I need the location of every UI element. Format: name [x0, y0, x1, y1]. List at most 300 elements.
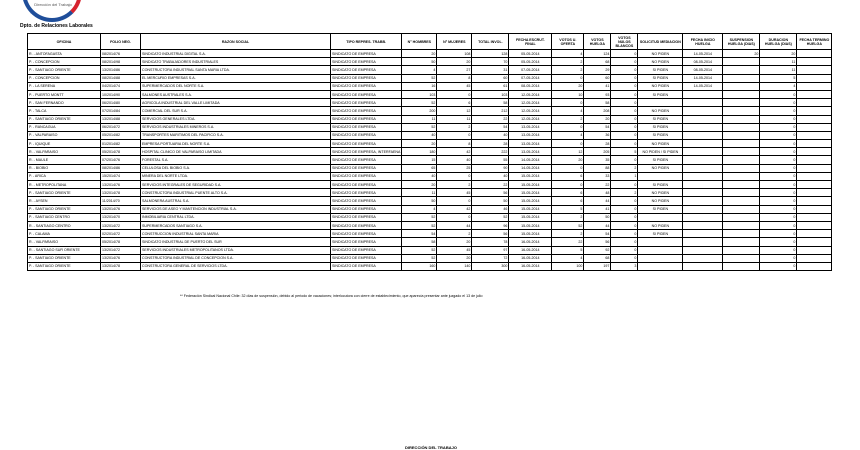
table-cell: 50	[472, 197, 509, 205]
table-cell: 16-05-2014	[509, 238, 552, 246]
footnote: ** Federación Sindical Nacional Chile: 32 días de suspensión, debido al periodo de vacaciones; interlocutora con cierre de establecimiento, que aparecía presentar ante juzgado el 13 de julio	[180, 294, 483, 298]
table-cell: 50	[402, 58, 437, 66]
table-cell: HOSPITAL CLINICO DE VALPARAISO LIMITADA	[141, 148, 331, 156]
table-cell: 20	[552, 156, 584, 164]
table-cell: 13/2014/76	[101, 205, 141, 213]
table-cell: CELULOSA DEL BIOBIO S.A.	[141, 164, 331, 172]
table-cell: SINDICATO DE EMPRESA	[331, 221, 402, 229]
table-cell: 0	[611, 107, 638, 115]
table-cell: 0	[760, 246, 797, 254]
table-cell: 20	[552, 82, 584, 90]
table-cell: 92	[584, 246, 611, 254]
column-header: OFICINA	[28, 34, 101, 50]
table-cell: 2	[552, 213, 584, 221]
table-cell: NO PIDEN / SI PIDEN	[638, 148, 683, 156]
table-cell: 0	[760, 164, 797, 172]
table-cell: SINDICATO DE EMPRESA	[331, 238, 402, 246]
table-cell: 13-05-2014	[509, 148, 552, 156]
table-cell	[723, 74, 760, 82]
table-cell	[723, 156, 760, 164]
table-cell: NO PIDEN	[638, 58, 683, 66]
table-cell: 11	[760, 66, 797, 74]
table-cell: P. - SANTIAGO ORIENTE	[28, 189, 101, 197]
table-cell	[638, 213, 683, 221]
table-cell	[683, 90, 723, 98]
table-cell: 4	[760, 82, 797, 90]
table-cell: P. - RANCAGUA	[28, 123, 101, 131]
table-cell: 103	[472, 90, 509, 98]
table-cell: 15-05-2014	[509, 172, 552, 180]
table-cell: 4	[552, 107, 584, 115]
table-cell: SINDICATO INDUSTRIAL DIGITAL S.A.	[141, 50, 331, 58]
table-cell: P. - VALPARAISO	[28, 131, 101, 139]
table-cell: 78	[472, 238, 509, 246]
table-cell: 16-05-2014	[509, 262, 552, 270]
table-cell: 12-05-2014	[509, 107, 552, 115]
table-cell: 0	[552, 140, 584, 148]
table-cell: 45	[437, 189, 472, 197]
table-cell: 12	[437, 107, 472, 115]
table-cell: P. - LA SERENA	[28, 82, 101, 90]
table-cell: 96	[472, 221, 509, 229]
table-cell: 15/2014/74	[101, 172, 141, 180]
table-cell: 0	[760, 115, 797, 123]
table-cell: 0	[760, 140, 797, 148]
table-cell: R. - MAULE	[28, 156, 101, 164]
table-cell	[723, 123, 760, 131]
column-header: VOTOS NULOS BLANCOS	[611, 34, 638, 50]
table-cell: SINDICATO DE EMPRESA	[331, 140, 402, 148]
table-cell: SINDICATO DE EMPRESA	[331, 107, 402, 115]
table-cell	[797, 148, 832, 156]
table-cell: 0	[760, 230, 797, 238]
table-cell: P. - IQUIQUE	[28, 140, 101, 148]
table-cell: NO PIDEN	[638, 82, 683, 90]
table-cell: 15-05-2014	[509, 221, 552, 229]
table-cell: 20	[402, 181, 437, 189]
table-cell	[723, 164, 760, 172]
table-cell: SUPERMERCADOS DEL NORTE S.A.	[141, 82, 331, 90]
table-cell	[797, 58, 832, 66]
table-cell: 0	[611, 230, 638, 238]
table-cell: R. - SANTIAGO CENTRO	[28, 221, 101, 229]
table-cell: 11	[760, 58, 797, 66]
table-cell	[723, 181, 760, 189]
table-row	[28, 254, 832, 262]
table-cell: 54	[472, 123, 509, 131]
table-cell: 20	[402, 50, 437, 58]
table-cell	[683, 164, 723, 172]
table-row	[28, 262, 832, 270]
table-cell: 45	[437, 246, 472, 254]
table-cell: 2	[552, 58, 584, 66]
table-cell: 103	[402, 90, 437, 98]
table-cell: 0	[611, 66, 638, 74]
table-cell: 54	[584, 230, 611, 238]
table-cell: SI PIDEN	[638, 90, 683, 98]
table-cell: 3	[611, 262, 638, 270]
table-cell: 0	[760, 90, 797, 98]
table-cell: 44	[584, 221, 611, 229]
table-cell: SI PIDEN	[638, 181, 683, 189]
table-cell	[683, 181, 723, 189]
table-cell	[797, 131, 832, 139]
table-cell: 20	[437, 254, 472, 262]
table-cell: SI PIDEN	[638, 230, 683, 238]
table-row	[28, 189, 832, 197]
table-cell: 0	[437, 213, 472, 221]
table-cell: 29	[584, 66, 611, 74]
table-cell	[683, 238, 723, 246]
table-cell: 60	[472, 74, 509, 82]
table-cell: 15-05-2014	[509, 181, 552, 189]
table-cell: 0	[760, 221, 797, 229]
table-cell: 0	[437, 131, 472, 139]
table-cell: 0	[552, 164, 584, 172]
table-cell: 208	[584, 107, 611, 115]
table-cell: 0	[611, 50, 638, 58]
table-cell: P. - SAN FERNANDO	[28, 99, 101, 107]
table-cell: 0	[760, 123, 797, 131]
table-cell	[797, 262, 832, 270]
table-cell: 20	[437, 238, 472, 246]
table-cell: 52	[402, 221, 437, 229]
table-cell: 56	[472, 230, 509, 238]
table-cell: 01/2014/82	[101, 140, 141, 148]
table-row	[28, 156, 832, 164]
table-cell: 52	[402, 99, 437, 107]
table-cell: 5	[552, 246, 584, 254]
table-cell: 40	[402, 172, 437, 180]
table-cell: 68	[584, 58, 611, 66]
table-cell	[797, 189, 832, 197]
table-cell: SERVICIOS INDUSTRIALES METROPOLITANOS LTDA.	[141, 246, 331, 254]
table-cell: 10	[552, 90, 584, 98]
table-cell	[797, 66, 832, 74]
table-cell: 6	[437, 99, 472, 107]
table-cell	[723, 148, 760, 156]
table-cell: 0	[611, 82, 638, 90]
table-cell: 0	[760, 107, 797, 115]
table-cell: 0	[552, 123, 584, 131]
table-cell: 22	[584, 181, 611, 189]
table-cell	[683, 115, 723, 123]
table-cell: 15	[402, 156, 437, 164]
table-cell	[723, 99, 760, 107]
table-cell	[797, 238, 832, 246]
column-header: DURACION HUELGA (DIAS)	[760, 34, 797, 50]
table-cell: 07-05-2014	[509, 66, 552, 74]
table-cell: 0	[552, 181, 584, 189]
table-cell: SERVICIOS INTEGRALES DE SEGURIDAD S.A.	[141, 181, 331, 189]
table-cell: 13/2014/72	[101, 221, 141, 229]
table-cell: SI PIDEN	[638, 131, 683, 139]
table-cell	[723, 58, 760, 66]
column-header: FECHA INICIO HUELGA	[683, 34, 723, 50]
table-cell: 16	[402, 82, 437, 90]
table-cell: NO PIDEN	[638, 189, 683, 197]
table-cell: SI PIDEN	[638, 66, 683, 74]
table-cell	[797, 172, 832, 180]
table-cell: 4	[552, 50, 584, 58]
table-cell: 52	[472, 213, 509, 221]
table-cell: 222	[472, 148, 509, 156]
table-cell: 07/2014/76	[101, 156, 141, 164]
table-cell: 15-05-2014	[509, 197, 552, 205]
table-cell: P. - PUERTO MONTT	[28, 90, 101, 98]
table-cell: 0	[611, 90, 638, 98]
table-cell: SINDICATO DE EMPRESA	[331, 172, 402, 180]
table-cell: 04/2014/74	[101, 82, 141, 90]
table-cell: 88	[584, 164, 611, 172]
table-cell: SI PIDEN	[638, 156, 683, 164]
table-cell: SINDICATO DE EMPRESA	[331, 123, 402, 131]
table-cell	[683, 123, 723, 131]
table-cell: CONSTRUCTORA INDUSTRIAL SANTA MARIA LTDA.	[141, 66, 331, 74]
table-cell	[683, 213, 723, 221]
table-cell	[638, 254, 683, 262]
table-cell: P. - SANTIAGO ORIENTE	[28, 205, 101, 213]
table-cell	[723, 140, 760, 148]
table-cell	[723, 221, 760, 229]
table-cell: 1	[611, 172, 638, 180]
table-cell: NO PIDEN	[638, 197, 683, 205]
table-cell: 0	[611, 140, 638, 148]
table-cell: 55	[472, 156, 509, 164]
table-cell: R. - AYSEN	[28, 197, 101, 205]
table-cell: 13/2014/70	[101, 213, 141, 221]
table-cell: 0	[760, 205, 797, 213]
table-cell	[797, 123, 832, 131]
table-cell: 205	[584, 148, 611, 156]
strike-votes-table	[27, 33, 832, 271]
table-cell: 25	[437, 164, 472, 172]
table-cell: SINDICATO INDUSTRIAL DE PUERTO DEL SUR	[141, 238, 331, 246]
table-cell: 22	[472, 115, 509, 123]
table-cell: 0	[611, 181, 638, 189]
table-cell	[638, 99, 683, 107]
table-cell: 4	[402, 66, 437, 74]
column-header: TIPO REPRES. TRABB.	[331, 34, 402, 50]
table-cell: 0	[760, 238, 797, 246]
table-cell: SINDICATO DE EMPRESA	[331, 156, 402, 164]
table-cell: 0	[760, 131, 797, 139]
table-cell	[683, 131, 723, 139]
table-cell: R. - VALPARAISO	[28, 238, 101, 246]
table-cell	[683, 197, 723, 205]
table-cell: 0	[611, 115, 638, 123]
table-cell	[723, 230, 760, 238]
table-cell: 12-05-2014	[509, 99, 552, 107]
table-cell: 0	[611, 238, 638, 246]
column-header: RAZON SOCIAL	[141, 34, 331, 50]
table-cell: SALMONERA AUSTRAL S.A.	[141, 197, 331, 205]
table-cell	[683, 254, 723, 262]
table-cell: 06/2014/80	[101, 99, 141, 107]
table-cell: 0	[611, 221, 638, 229]
table-cell: 56	[472, 189, 509, 197]
table-cell: 0	[760, 156, 797, 164]
table-cell: 08/2014/76	[101, 50, 141, 58]
table-cell: 50	[402, 197, 437, 205]
table-cell	[723, 197, 760, 205]
table-cell	[723, 115, 760, 123]
table-cell: SERVICIOS INDUSTRIALES MINEROS S.A.	[141, 123, 331, 131]
table-cell: 11/2014/70	[101, 197, 141, 205]
table-cell	[723, 131, 760, 139]
table-cell: COMERCIAL DEL SUR S.A.	[141, 107, 331, 115]
table-row	[28, 246, 832, 254]
table-cell: 2	[552, 66, 584, 74]
table-cell: NO PIDEN	[638, 221, 683, 229]
table-cell	[797, 181, 832, 189]
table-cell: 0	[437, 90, 472, 98]
table-cell: 44	[584, 197, 611, 205]
table-cell: 15-05-2014	[509, 230, 552, 238]
table-cell: 58	[584, 99, 611, 107]
table-cell	[683, 148, 723, 156]
table-cell: 0	[437, 197, 472, 205]
table-cell: 14-05-2014	[683, 50, 723, 58]
table-cell: 2	[437, 230, 472, 238]
table-cell: 0	[611, 123, 638, 131]
table-cell	[797, 246, 832, 254]
table-row	[28, 50, 832, 58]
table-cell: SI PIDEN	[638, 74, 683, 82]
table-cell: SINDICATO DE EMPRESA	[331, 254, 402, 262]
table-cell: 0	[611, 254, 638, 262]
table-cell: TRANSPORTES MARITIMOS DEL PACIFICO S.A.	[141, 131, 331, 139]
table-cell: R. - ANTOFAGASTA	[28, 50, 101, 58]
table-cell: 12-05-2014	[509, 90, 552, 98]
table-cell: 93	[584, 90, 611, 98]
table-cell: 06/2014/72	[101, 123, 141, 131]
table-cell: SERVICIOS GENERALES LTDA.	[141, 115, 331, 123]
table-row	[28, 123, 832, 131]
table-cell: 8	[437, 74, 472, 82]
table-cell: 65	[402, 164, 437, 172]
table-cell: 90	[472, 164, 509, 172]
table-cell	[797, 156, 832, 164]
table-cell	[683, 172, 723, 180]
table-cell: SI PIDEN	[638, 123, 683, 131]
table-cell: NO PIDEN	[638, 107, 683, 115]
table-cell: 22	[552, 238, 584, 246]
table-cell: 27	[437, 66, 472, 74]
table-cell: SINDICATO DE EMPRESA	[331, 197, 402, 205]
table-cell: 14-05-2014	[509, 164, 552, 172]
table-cell: SINDICATO DE EMPRESA	[331, 90, 402, 98]
table-cell: 28	[584, 140, 611, 148]
table-cell: NO PIDEN	[638, 140, 683, 148]
table-cell: 0	[760, 254, 797, 262]
page-footer: DIRECCIÓN DEL TRABAJO	[405, 445, 457, 450]
table-cell: 2	[552, 115, 584, 123]
table-cell: 08-05-2014	[683, 66, 723, 74]
table-cell: SINDICATO DE EMPRESA	[331, 164, 402, 172]
table-cell: SINDICATO DE EMPRESA	[331, 262, 402, 270]
table-row	[28, 140, 832, 148]
table-cell: 13/2014/86	[101, 66, 141, 74]
table-row	[28, 99, 832, 107]
table-row	[28, 74, 832, 82]
table-cell: 15-05-2014	[509, 213, 552, 221]
table-cell: 97	[472, 246, 509, 254]
table-cell	[723, 254, 760, 262]
table-row	[28, 172, 832, 180]
table-cell: 10/2014/90	[101, 90, 141, 98]
table-cell	[683, 205, 723, 213]
table-cell: SINDICATO DE EMPRESA, INTERFAENA	[331, 148, 402, 156]
table-cell	[683, 262, 723, 270]
table-cell: 0	[611, 156, 638, 164]
table-cell: 0	[611, 213, 638, 221]
table-cell: 40	[402, 131, 437, 139]
table-cell: 08/2014/98	[101, 58, 141, 66]
table-cell: 2	[611, 164, 638, 172]
column-header: FECHA ESCRUT. FINAL	[509, 34, 552, 50]
table-cell: 60	[584, 74, 611, 82]
column-header: TOTAL INVOL.	[472, 34, 509, 50]
table-cell: 0	[760, 148, 797, 156]
table-cell: SINDICATO DE EMPRESA	[331, 58, 402, 66]
table-row	[28, 115, 832, 123]
table-cell: 13-05-2014	[509, 131, 552, 139]
table-cell: R. - BIOBIO	[28, 164, 101, 172]
table-cell	[797, 140, 832, 148]
table-cell: 4	[552, 131, 584, 139]
table-row	[28, 90, 832, 98]
table-cell: 5	[760, 74, 797, 82]
table-cell: 54	[584, 123, 611, 131]
table-cell: P. - CALAMA	[28, 230, 101, 238]
table-cell: SINDICATO DE EMPRESA	[331, 213, 402, 221]
table-cell: SINDICATO DE EMPRESA	[331, 230, 402, 238]
table-cell: SI PIDEN	[638, 205, 683, 213]
table-cell: 20	[760, 50, 797, 58]
table-cell: SINDICATO DE EMPRESA	[331, 246, 402, 254]
table-cell: 11	[402, 189, 437, 197]
table-cell: 11	[402, 115, 437, 123]
table-cell: 61	[472, 82, 509, 90]
table-cell: 8	[437, 140, 472, 148]
table-cell: SI PIDEN	[638, 115, 683, 123]
table-cell: P. - SANTIAGO ORIENTE	[28, 254, 101, 262]
table-cell: 0	[611, 99, 638, 107]
table-cell: 14-05-2014	[683, 82, 723, 90]
table-cell: 36	[584, 131, 611, 139]
table-cell: 42	[437, 205, 472, 213]
department-title: Dpto. de Relaciones Laborales	[20, 23, 93, 29]
table-cell	[797, 254, 832, 262]
table-cell: 0	[760, 197, 797, 205]
table-cell: 52	[402, 74, 437, 82]
column-header: VOTOS HUELGA	[584, 34, 611, 50]
table-cell: 6	[552, 197, 584, 205]
table-cell: 20	[584, 115, 611, 123]
table-row	[28, 148, 832, 156]
table-cell: 2	[552, 230, 584, 238]
table-cell: 5	[611, 148, 638, 156]
table-cell: 72	[472, 254, 509, 262]
table-cell	[683, 189, 723, 197]
table-cell: 14-05-2014	[683, 74, 723, 82]
table-cell: EMPRESA PORTUARIA DEL NORTE S.A.	[141, 140, 331, 148]
table-cell: 16-05-2014	[509, 254, 552, 262]
table-row	[28, 164, 832, 172]
table-cell	[723, 82, 760, 90]
table-cell: 56	[584, 238, 611, 246]
